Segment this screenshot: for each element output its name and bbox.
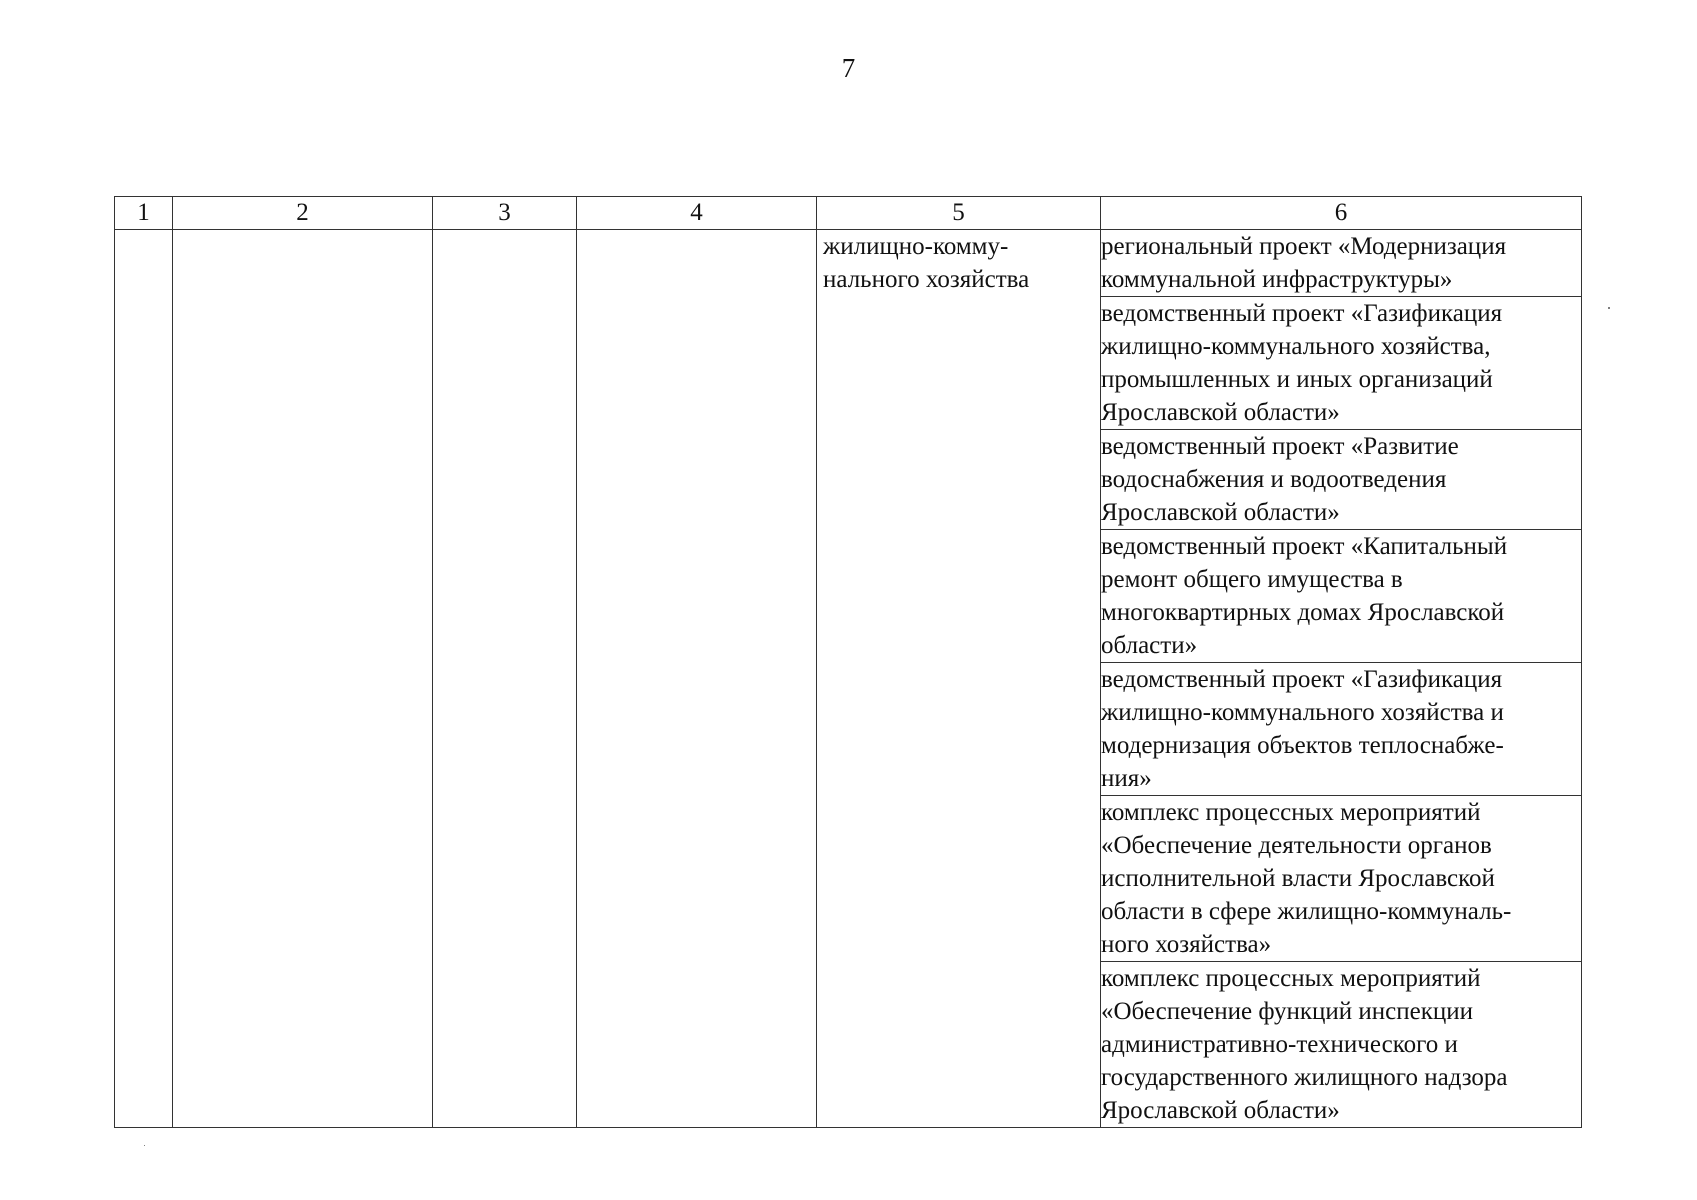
col-6-item: ведомственный проект «Капитальный ремонт общего имущества в многоквартирных домах Ярославской области» (1101, 530, 1582, 663)
col-6-item: региональный проект «Модернизация коммунальной инфраструктуры» (1101, 230, 1582, 297)
scan-speck (144, 1145, 145, 1146)
scan-speck (1608, 307, 1610, 309)
col-1-cell (115, 230, 173, 1128)
header-col-4: 4 (577, 197, 817, 230)
col-5-cell (817, 230, 1101, 1128)
table-row (115, 230, 1582, 297)
header-col-1: 1 (115, 197, 173, 230)
col-2-cell (173, 230, 433, 1128)
header-col-3: 3 (433, 197, 577, 230)
col-6-item: ведомственный проект «Газификация жилищно-коммунального хозяйства и модернизация объектов теплоснабже- ния» (1101, 663, 1582, 796)
col-3-cell (433, 230, 577, 1128)
header-col-2: 2 (173, 197, 433, 230)
col-6-item: комплекс процессных мероприятий «Обеспечение деятельности органов исполнительной власти Ярославской области в сфере жилищно-коммуналь- ного хозяйства» (1101, 796, 1582, 962)
col-6-item: ведомственный проект «Развитие водоснабжения и водоотведения Ярославской области» (1101, 430, 1582, 530)
col-6-item: ведомственный проект «Газификация жилищно-коммунального хозяйства, промышленных и иных организаций Ярославской области» (1101, 297, 1582, 430)
table-header-row (115, 197, 1582, 230)
header-col-6: 6 (1101, 197, 1582, 230)
col-5-text: жилищно-комму- нального хозяйства (823, 233, 1030, 293)
col-4-cell (577, 230, 817, 1128)
col-6-item: комплекс процессных мероприятий «Обеспечение функций инспекции административно-технического и государственного жилищного надзора Ярославской области» (1101, 962, 1582, 1128)
header-col-5: 5 (817, 197, 1101, 230)
programs-table (114, 196, 1582, 1128)
page-number: 7 (841, 53, 856, 83)
